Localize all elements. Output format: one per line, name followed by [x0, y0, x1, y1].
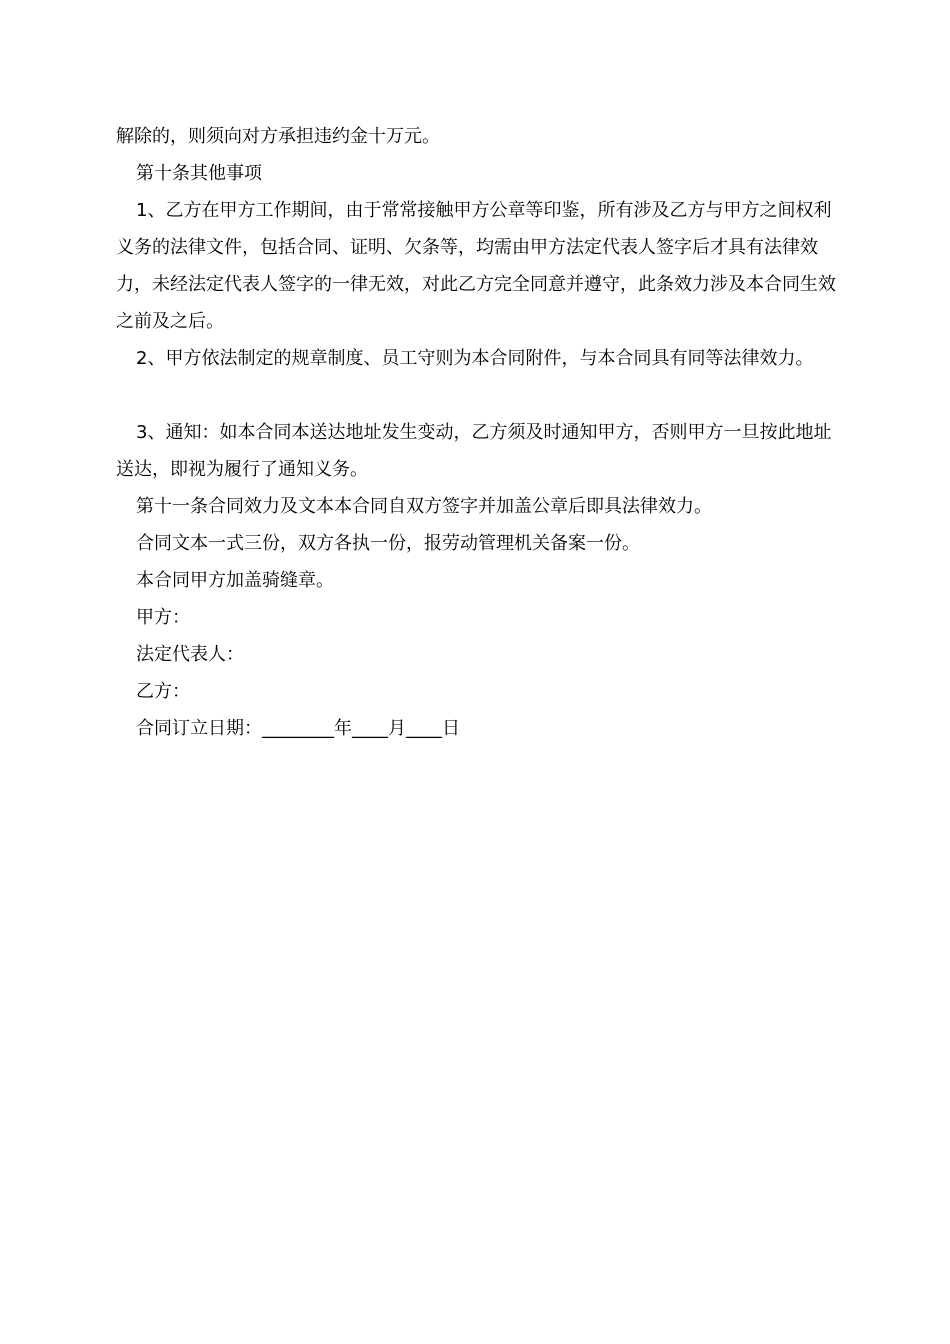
- paragraph-penalty: 解除的，则须向对方承担违约金十万元。: [116, 126, 440, 147]
- section-heading-article-10: 第十条其他事项: [136, 163, 262, 184]
- paragraph-item-2: 2、甲方依法制定的规章制度、员工守则为本合同附件，与本合同具有同等法律效力。: [136, 348, 814, 369]
- section-heading-article-11: 第十一条合同效力及文本本合同自双方签字并加盖公章后即具法律效力。: [136, 496, 712, 517]
- signature-legal-representative: 法定代表人：: [136, 644, 244, 665]
- paragraph-spacer: [116, 377, 846, 414]
- paragraph-item-3: 3、通知：如本合同本送达地址发生变动，乙方须及时通知甲方，否则甲方一旦按此地址送达，即视为履行了通知义务。: [116, 422, 832, 480]
- signature-party-a: 甲方：: [136, 607, 190, 628]
- document-body: [116, 118, 846, 747]
- signature-date: 合同订立日期：________年____月____日: [136, 718, 460, 739]
- paragraph-seal: 本合同甲方加盖骑缝章。: [136, 570, 334, 591]
- paragraph-item-1: 1、乙方在甲方工作期间，由于常常接触甲方公章等印鉴，所有涉及乙方与甲方之间权利义务的法律文件，包括合同、证明、欠条等，均需由甲方法定代表人签字后才具有法律效力，未经法定代表人签字的一律无效，对此乙方完全同意并遵守，此条效力涉及本合同生效之前及之后。: [116, 200, 836, 332]
- paragraph-copies: 合同文本一式三份，双方各执一份，报劳动管理机关备案一份。: [136, 533, 640, 554]
- signature-party-b: 乙方：: [136, 681, 190, 702]
